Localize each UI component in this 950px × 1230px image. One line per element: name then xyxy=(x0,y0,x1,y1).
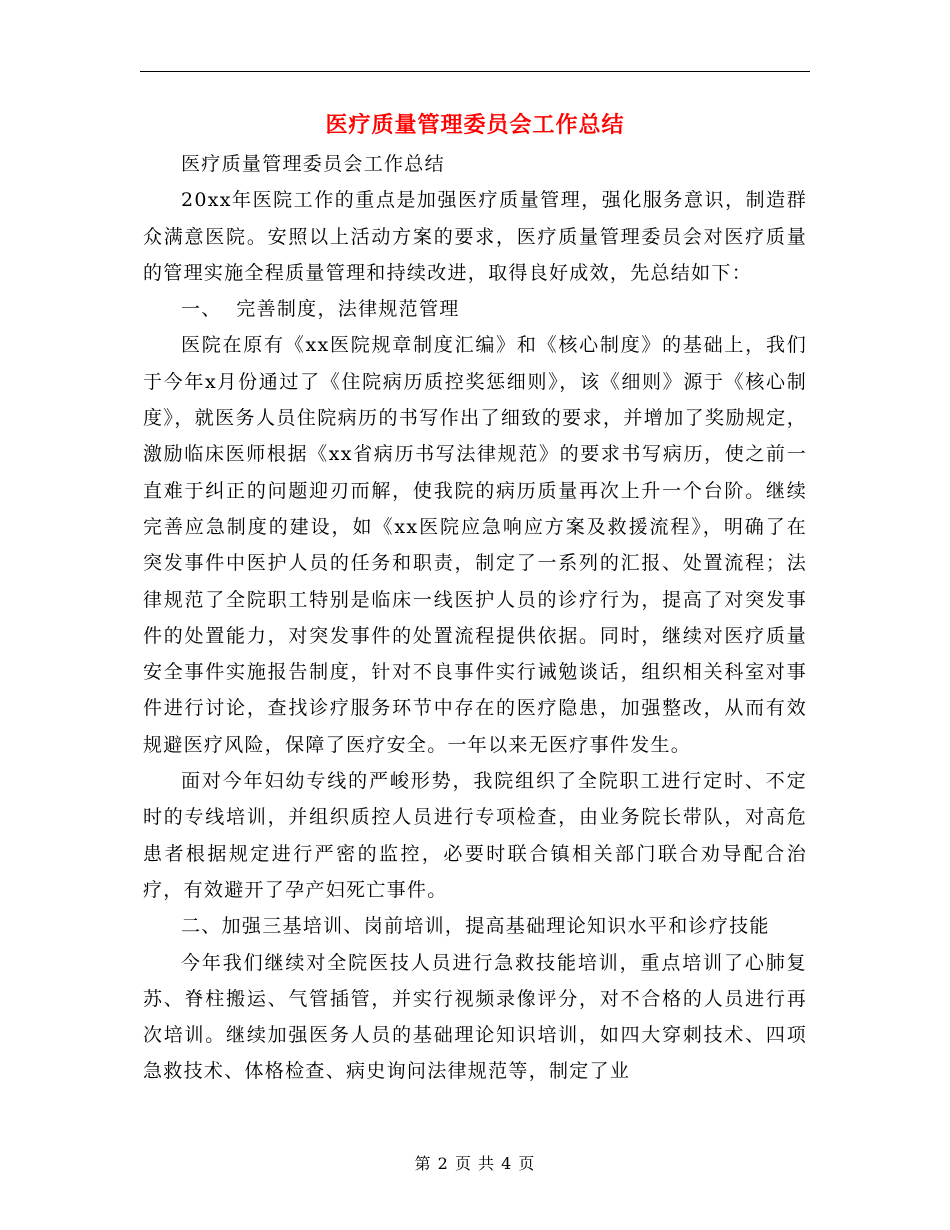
header-rule xyxy=(140,71,810,72)
document-body xyxy=(143,146,807,1090)
section-heading-2: 二、加强三基培训、岗前培训，提高基础理论知识水平和诊疗技能 xyxy=(181,915,770,938)
paragraph-section-2: 今年我们继续对全院医技人员进行急救技能培训，重点培训了心肺复苏、脊柱搬运、气管插管，并实行视频录像评分，对不合格的人员进行再次培训。继续加强医务人员的基础理论知识培训，如四大穿刺技术、四项急救技术、体格检查、病史询问法律规范等，制定了业 xyxy=(143,951,807,1083)
paragraph-section-1: 医院在原有《xx医院规章制度汇编》和《核心制度》的基础上，我们于今年x月份通过了《住院病历质控奖惩细则》，该《细则》源于《核心制度》，就医务人员住院病历的书写作出了细致的要求，并增加了奖励规定，激励临床医师根据《xx省病历书写法律规范》的要求书写病历，使之前一直难于纠正的问题迎刃而解，使我院的病历质量再次上升一个台阶。继续完善应急制度的建设，如《xx医院应急响应方案及救援流程》，明确了在突发事件中医护人员的任务和职责，制定了一系列的汇报、处置流程；法律规范了全院职工特别是临床一线医护人员的诊疗行为，提高了对突发事件的处置能力，对突发事件的处置流程提供依据。同时，继续对医疗质量安全事件实施报告制度，针对不良事件实行诫勉谈话，组织相关科室对事件进行讨论，查找诊疗服务环节中存在的医疗隐患，加强整改，从而有效规避医疗风险，保障了医疗安全。一年以来无医疗事件发生。 xyxy=(143,334,807,756)
page-number-footer: 第 2 页 共 4 页 xyxy=(414,1154,536,1173)
section-heading-1: 一、 完善制度，法律规范管理 xyxy=(181,298,460,321)
document-title: 医疗质量管理委员会工作总结 xyxy=(325,112,625,138)
paragraph-maternal: 面对今年妇幼专线的严峻形势，我院组织了全院职工进行定时、不定时的专线培训，并组织质控人员进行专项检查，由业务院长带队，对高危患者根据规定进行严密的监控，必要时联合镇相关部门联合劝导配合治疗，有效避开了孕产妇死亡事件。 xyxy=(143,770,807,901)
paragraph-subtitle: 医疗质量管理委员会工作总结 xyxy=(181,153,445,175)
paragraph-intro: 20xx年医院工作的重点是加强医疗质量管理，强化服务意识，制造群众满意医院。安照以上活动方案的要求，医疗质量管理委员会对医疗质量的管理实施全程质量管理和持续改进，取得良好成效，先总结如下： xyxy=(143,189,807,284)
